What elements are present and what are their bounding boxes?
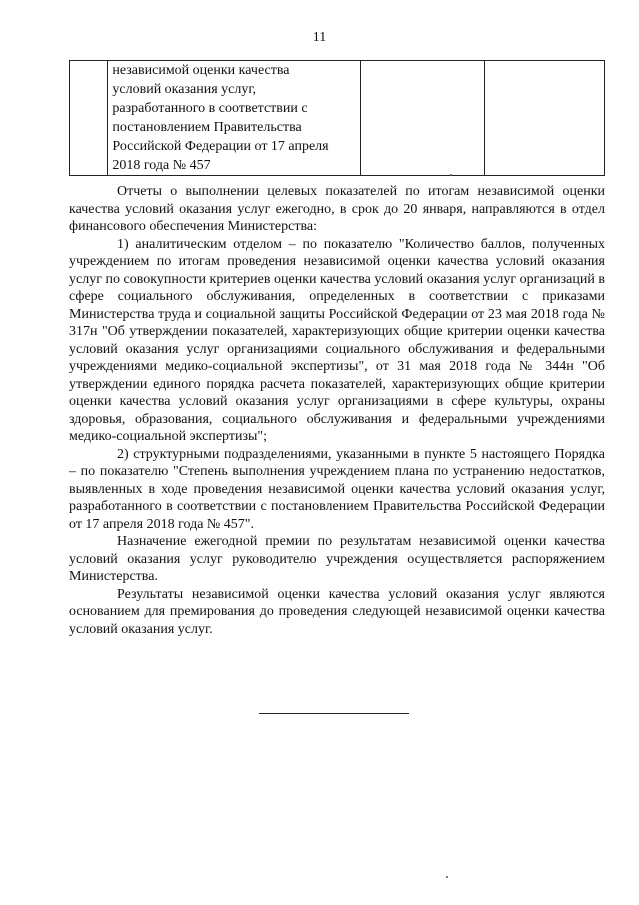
paragraph-item-1: 1) аналитическим отделом – по показателю "Количество баллов, полученных учреждением по итогам проведения независимой оценки качества условий оказания услуг по совокупности критериев оценки качества условий оказания услуг организаций в сфере социального обслуживания, определенных в соответствии с приказами Министерства труда и социальной защиты Российской Федерации от 23 мая 2018 года № 317н "Об утверждении показателей, характеризующих общие критерии оценки качества условий оказания услуг организациями социального обслуживания и федеральными учреждениями медико-социальной экспертизы", от 31 мая 2018 года № 344н "Об утверждении единого порядка расчета показателей, характеризующих общие критерии оценки качества условий оказания услуг организациями в сфере культуры, охраны здоровья, образования, социального обслуживания и федеральными учреждениями медико-социальной экспертизы"; — [69, 236, 605, 444]
scan-speck — [450, 174, 452, 176]
table-cell-empty — [484, 61, 604, 176]
continuation-table — [69, 60, 605, 176]
end-divider — [259, 713, 409, 714]
paragraph-bonus: Назначение ежегодной премии по результатам независимой оценки качества условий оказания услуг руководителю учреждения осуществляется распоряжением Министерства. — [69, 534, 605, 584]
document-body — [69, 183, 605, 638]
cell-text-line: условий оказания услуг, — [112, 82, 257, 97]
cell-text-line: 2018 года № 457 — [112, 158, 211, 173]
scan-speck — [446, 876, 448, 878]
table-row — [70, 61, 605, 176]
paragraph-item-2: 2) структурными подразделениями, указанными в пункте 5 настоящего Порядка – по показателю "Степень выполнения учреждением плана по устранению недостатков, выявленных в ходе проведения независимой оценки качества условий оказания услуг, разработанного в соответствии с постановлением Правительства Российской Федерации от 17 апреля 2018 года № 457". — [69, 446, 605, 532]
cell-text-line: Российской Федерации от 17 апреля — [112, 139, 329, 154]
cell-text-line: независимой оценки качества — [112, 63, 290, 78]
cell-text-line: разработанного в соответствии с — [112, 101, 308, 116]
table-cell-description — [108, 61, 360, 176]
paragraph-results: Результаты независимой оценки качества условий оказания услуг являются основанием для премирования до проведения следующей независимой оценки качества условий оказания услуг. — [69, 586, 605, 637]
table-cell-number — [70, 61, 108, 176]
table-cell-empty — [360, 61, 484, 176]
paragraph-reports: Отчеты о выполнении целевых показателей по итогам независимой оценки качества условий оказания услуг ежегодно, в срок до 20 января, направляются в отдел финансового обеспечения Министерства: — [69, 184, 605, 234]
page-number: 11 — [312, 30, 327, 45]
cell-text-line: постановлением Правительства — [112, 120, 302, 135]
